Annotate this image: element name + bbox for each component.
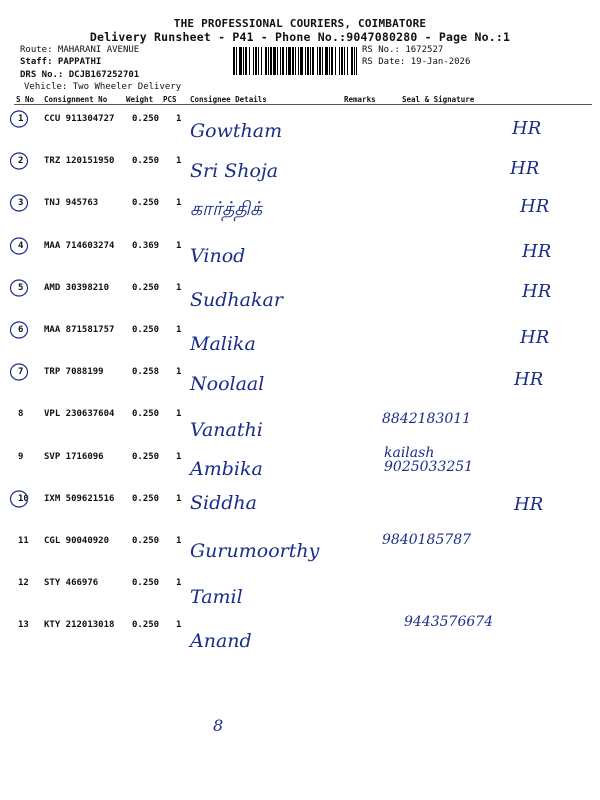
barcode-bar bbox=[292, 47, 294, 75]
consignee-name-handwritten: Sudhakar bbox=[190, 288, 283, 311]
row-sno: 5 bbox=[18, 282, 24, 293]
runsheet-subtitle: Delivery Runsheet - P41 - Phone No.:9047080280 - Page No.:1 bbox=[89, 30, 511, 44]
consignee-name-handwritten: Sri Shoja bbox=[190, 160, 279, 183]
row-consignment: VPL 230637604 bbox=[44, 409, 115, 420]
row-pcs: 1 bbox=[176, 493, 182, 504]
barcode-bar bbox=[265, 47, 267, 75]
row-consignment: CGL 90040920 bbox=[44, 536, 110, 546]
circle-mark-icon bbox=[9, 361, 29, 381]
table-row bbox=[0, 614, 600, 656]
vehicle-label: Vehicle: Two Wheeler Delivery bbox=[24, 82, 182, 92]
barcode-bar bbox=[249, 47, 250, 75]
staff-label: Staff: PAPPATHI bbox=[20, 57, 102, 67]
row-weight: 0.250 bbox=[132, 451, 160, 462]
row-sno: 1 bbox=[18, 114, 24, 124]
barcode-bar bbox=[312, 47, 314, 75]
consignee-name-handwritten: Malika bbox=[190, 333, 256, 355]
barcode-bar bbox=[339, 47, 340, 75]
row-sno: 12 bbox=[18, 578, 29, 589]
barcode-bar bbox=[295, 47, 296, 75]
row-consignment: CCU 911304727 bbox=[44, 114, 115, 124]
table-row bbox=[0, 192, 600, 234]
row-consignment: TNJ 945763 bbox=[44, 198, 99, 209]
barcode-bar bbox=[273, 47, 276, 75]
row-pcs: 1 bbox=[176, 409, 182, 420]
drs-label: DRS No.: DCJB167252701 bbox=[20, 70, 140, 80]
barcode-bar bbox=[268, 47, 269, 75]
row-pcs: 1 bbox=[176, 367, 182, 378]
barcode-bar bbox=[335, 47, 336, 75]
row-pcs: 1 bbox=[176, 536, 182, 546]
row-sno: 13 bbox=[18, 620, 29, 631]
row-weight: 0.250 bbox=[132, 493, 160, 504]
seal-signature-handwritten: 8842183011 bbox=[382, 411, 472, 428]
consignee-name-handwritten: Vinod bbox=[190, 244, 246, 267]
row-weight: 0.250 bbox=[132, 409, 160, 420]
table-row bbox=[0, 235, 600, 277]
row-sno: 2 bbox=[18, 156, 24, 167]
table-row bbox=[0, 572, 600, 614]
consignee-name-handwritten: Vanathi bbox=[190, 419, 263, 442]
consignee-name-handwritten: Noolaal bbox=[190, 373, 265, 396]
circle-mark-icon bbox=[9, 108, 29, 128]
row-pcs: 1 bbox=[176, 198, 182, 209]
barcode-bar bbox=[351, 47, 353, 75]
row-weight: 0.250 bbox=[132, 325, 160, 335]
page-mark: 8 bbox=[213, 716, 224, 735]
row-consignment: KTY 212013018 bbox=[44, 620, 115, 631]
row-weight: 0.250 bbox=[132, 536, 160, 546]
seal-signature-handwritten: HR bbox=[520, 327, 550, 348]
barcode-bar bbox=[341, 47, 343, 75]
seal-signature-handwritten: 9840185787 bbox=[382, 532, 472, 548]
row-pcs: 1 bbox=[176, 114, 182, 124]
seal-signature-handwritten: kailash 9025033251 bbox=[384, 444, 474, 475]
consignee-name-handwritten: Anand bbox=[190, 630, 252, 653]
barcode-bar bbox=[356, 47, 357, 75]
col-consignee: Consignee Details bbox=[190, 95, 267, 104]
row-pcs: 1 bbox=[176, 578, 182, 589]
row-weight: 0.250 bbox=[132, 578, 160, 589]
row-pcs: 1 bbox=[176, 325, 182, 335]
row-sno: 3 bbox=[18, 198, 24, 209]
barcode-bar bbox=[329, 47, 330, 75]
consignee-name-handwritten: Tamil bbox=[190, 586, 243, 609]
barcode-bar bbox=[347, 47, 348, 75]
barcode-bar bbox=[255, 47, 257, 75]
circle-mark-icon bbox=[9, 192, 29, 212]
row-weight: 0.258 bbox=[132, 367, 160, 378]
barcode-bar bbox=[277, 47, 278, 75]
table-row bbox=[0, 277, 600, 319]
barcode-bar bbox=[305, 47, 306, 75]
circle-mark-icon bbox=[9, 319, 29, 339]
barcode-bar bbox=[245, 47, 247, 75]
barcode-bar bbox=[288, 47, 291, 75]
seal-signature-handwritten: HR bbox=[512, 118, 542, 139]
row-consignment: AMD 30398210 bbox=[44, 282, 110, 293]
barcode-bar bbox=[300, 47, 303, 75]
barcode-bar bbox=[354, 47, 355, 75]
row-weight: 0.250 bbox=[132, 156, 160, 167]
table-row bbox=[0, 108, 600, 150]
row-weight: 0.250 bbox=[132, 620, 160, 631]
row-sno: 7 bbox=[18, 367, 24, 378]
table-row bbox=[0, 319, 600, 361]
consignee-name-handwritten: Siddha bbox=[190, 491, 257, 514]
row-sno: 4 bbox=[18, 240, 24, 251]
row-pcs: 1 bbox=[176, 451, 182, 462]
barcode-bar bbox=[243, 47, 244, 75]
barcode-bar bbox=[317, 47, 318, 75]
route-label: Route: MAHARANI AVENUE bbox=[20, 45, 140, 55]
barcode-bar bbox=[286, 47, 287, 75]
barcode-bar bbox=[307, 47, 309, 75]
rs-date: RS Date: 19-Jan-2026 bbox=[362, 57, 471, 67]
row-consignment: MAA 714603274 bbox=[44, 240, 115, 251]
col-consignment: Consignment No bbox=[44, 95, 108, 104]
barcode-bar bbox=[282, 47, 284, 75]
table-row bbox=[0, 446, 600, 488]
row-sno: 8 bbox=[18, 409, 24, 420]
barcode-icon bbox=[233, 47, 357, 75]
table-row bbox=[0, 403, 600, 445]
row-pcs: 1 bbox=[176, 620, 182, 631]
row-consignment: TRP 7088199 bbox=[44, 367, 104, 378]
col-seal: Seal & Signature bbox=[402, 95, 475, 104]
row-weight: 0.250 bbox=[132, 282, 160, 293]
circle-mark-icon bbox=[9, 150, 29, 170]
barcode-bar bbox=[258, 47, 259, 75]
seal-signature-handwritten: HR bbox=[520, 196, 550, 218]
row-sno: 6 bbox=[18, 325, 24, 335]
table-row bbox=[0, 361, 600, 403]
barcode-bar bbox=[319, 47, 321, 75]
col-pcs: PCS bbox=[163, 95, 177, 104]
seal-signature-handwritten: HR bbox=[514, 369, 544, 391]
seal-signature-handwritten: HR bbox=[522, 240, 552, 262]
row-pcs: 1 bbox=[176, 282, 182, 293]
table-row bbox=[0, 530, 600, 572]
table-row bbox=[0, 150, 600, 192]
header-divider bbox=[14, 104, 592, 105]
barcode-bar bbox=[298, 47, 299, 75]
seal-signature-handwritten: HR bbox=[510, 158, 540, 180]
consignee-name-handwritten: கார்த்திக் bbox=[190, 198, 263, 221]
consignee-name-handwritten: Gurumoorthy bbox=[190, 540, 320, 562]
barcode-bar bbox=[280, 47, 281, 75]
circle-mark-icon bbox=[9, 235, 29, 255]
circle-mark-icon bbox=[9, 277, 29, 297]
seal-signature-handwritten: 9443576674 bbox=[404, 614, 494, 631]
row-consignment: IXM 509621516 bbox=[44, 493, 115, 504]
barcode-bar bbox=[310, 47, 311, 75]
barcode-bar bbox=[344, 47, 345, 75]
barcode-bar bbox=[270, 47, 272, 75]
row-weight: 0.369 bbox=[132, 240, 160, 251]
row-sno: 9 bbox=[18, 451, 24, 462]
company-title: THE PROFESSIONAL COURIERS, COIMBATORE bbox=[173, 17, 427, 30]
row-sno: 11 bbox=[18, 536, 29, 546]
barcode-bar bbox=[261, 47, 262, 75]
col-remarks: Remarks bbox=[344, 95, 376, 104]
barcode-bar bbox=[331, 47, 333, 75]
row-sno: 10 bbox=[18, 493, 29, 504]
barcode-bar bbox=[239, 47, 242, 75]
row-pcs: 1 bbox=[176, 240, 182, 251]
barcode-bar bbox=[325, 47, 328, 75]
row-consignment: SVP 1716096 bbox=[44, 451, 104, 462]
col-sno: S No bbox=[16, 95, 35, 104]
row-consignment: TRZ 120151950 bbox=[44, 156, 115, 167]
row-weight: 0.250 bbox=[132, 114, 160, 124]
barcode-bar bbox=[233, 47, 235, 75]
consignee-name-handwritten: Ambika bbox=[190, 457, 263, 480]
consignee-name-handwritten: Gowtham bbox=[190, 120, 283, 142]
rs-number: RS No.: 1672527 bbox=[362, 45, 444, 55]
row-consignment: MAA 871581757 bbox=[44, 325, 115, 335]
seal-signature-handwritten: HR bbox=[522, 280, 552, 302]
barcode-bar bbox=[253, 47, 254, 75]
table-row bbox=[0, 488, 600, 530]
row-pcs: 1 bbox=[176, 156, 182, 167]
col-weight: Weight bbox=[126, 95, 154, 104]
row-consignment: STY 466976 bbox=[44, 578, 99, 589]
circle-mark-icon bbox=[9, 488, 29, 508]
seal-signature-handwritten: HR bbox=[514, 493, 544, 515]
barcode-bar bbox=[322, 47, 323, 75]
barcode-bar bbox=[236, 47, 237, 75]
row-weight: 0.250 bbox=[132, 198, 160, 209]
